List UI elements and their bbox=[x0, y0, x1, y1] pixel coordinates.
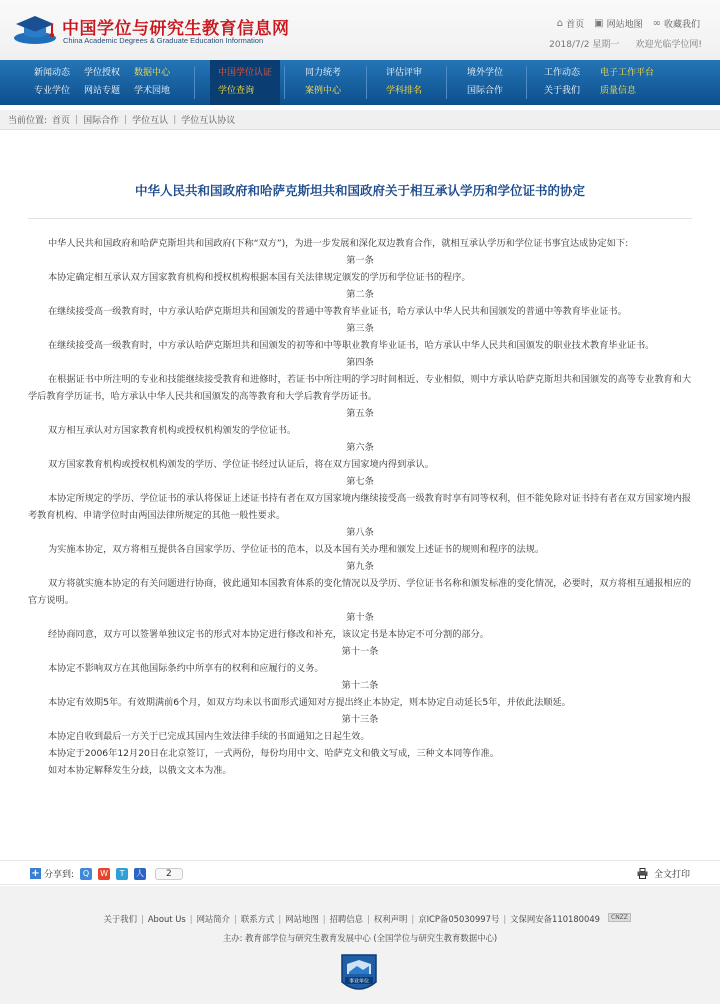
article-heading: 第四条 bbox=[346, 357, 374, 368]
article-heading: 第七条 bbox=[346, 476, 374, 487]
nav-group-5 bbox=[305, 68, 341, 97]
article-paragraph: 双方将就实施本协定的有关问题进行协商，彼此通知本国教育体系的变化情况以及学历、学位证书名称和颁发标准的变化情况，必要时，双方将相互通报相应的官方说明。 bbox=[28, 578, 692, 606]
article-paragraph: 本协定于2006年12月20日在北京签订，一式两份，每份均用中文、哈萨克文和俄文写成，三种文本同等作准。 bbox=[48, 748, 500, 759]
nav-group-4 bbox=[210, 60, 280, 105]
weibo-share-icon[interactable]: W bbox=[98, 868, 110, 880]
nav-item-about-us[interactable]: 关于我们 bbox=[544, 86, 581, 96]
article-heading: 第一条 bbox=[346, 255, 374, 266]
breadcrumb-item[interactable]: 学位互认协议 bbox=[181, 116, 236, 126]
nav-group-3 bbox=[134, 68, 170, 97]
print-label: 全文打印 bbox=[653, 870, 690, 880]
article-paragraph: 本协定不影响双方在其他国际条约中所享有的权利和应履行的义务。 bbox=[48, 663, 324, 674]
footer-link-jobs[interactable]: 招聘信息 bbox=[329, 914, 364, 924]
article-heading: 第二条 bbox=[346, 289, 374, 300]
article-heading: 第十条 bbox=[346, 612, 374, 623]
article-body bbox=[28, 235, 692, 779]
nav-group-6 bbox=[386, 68, 422, 97]
breadcrumb bbox=[0, 110, 720, 130]
sitemap-icon: ▣ bbox=[594, 18, 604, 29]
article-heading: 第九条 bbox=[346, 561, 374, 572]
site-footer bbox=[0, 886, 720, 1004]
breadcrumb-separator: | bbox=[124, 114, 128, 125]
breadcrumb-separator: | bbox=[173, 114, 177, 125]
nav-item-degree-query[interactable]: 学位查询 bbox=[218, 86, 255, 96]
nav-item-quality-info[interactable]: 质量信息 bbox=[600, 86, 637, 96]
article-paragraph: 如对本协定解释发生分歧，以俄文文本为准。 bbox=[48, 765, 232, 776]
footer-sponsor: 主办: 教育部学位与研究生教育发展中心 (全国学位与研究生教育数据中心) bbox=[222, 933, 498, 943]
footer-links bbox=[0, 913, 600, 925]
share-bar bbox=[0, 860, 720, 885]
nav-divider bbox=[366, 66, 367, 99]
breadcrumb-separator: | bbox=[75, 114, 79, 125]
article-paragraph: 本协定有效期5年。有效期满前6个月，如双方均未以书面形式通知对方提出终止本协定，则本协定自动延长5年，并依此法顺延。 bbox=[48, 697, 571, 708]
main-nav bbox=[0, 60, 720, 105]
article-heading: 第十三条 bbox=[341, 714, 379, 725]
footer-security-record[interactable]: 文保网安备110180049 bbox=[510, 914, 600, 924]
current-date: 2018/7/2 星期一 bbox=[549, 40, 620, 50]
plus-icon[interactable]: + bbox=[31, 868, 40, 879]
breadcrumb-item[interactable]: 学位互认 bbox=[132, 116, 169, 126]
article-paragraph: 为实施本协定，双方将相互提供各自国家学历、学位证书的范本，以及本国有关办理和颁发上述证书的规则和程序的法规。 bbox=[48, 544, 545, 555]
article-heading: 第十一条 bbox=[341, 646, 379, 657]
sitemap-link[interactable] bbox=[594, 17, 642, 30]
welcome-text: 欢迎光临学位网! bbox=[635, 40, 702, 50]
site-subtitle: China Academic Degrees & Graduate Education Information bbox=[63, 36, 264, 45]
footer-link-rights[interactable]: 权利声明 bbox=[373, 914, 408, 924]
home-label: 首页 bbox=[566, 20, 585, 30]
nav-divider bbox=[284, 66, 285, 99]
nav-item-discipline-ranking[interactable]: 学科排名 bbox=[386, 86, 423, 96]
footer-separator: | bbox=[367, 914, 370, 924]
article-intro: 中华人民共和国政府和哈萨克斯坦共和国政府(下称“双方”)，为进一步发展和深化双边教育合作，就相互承认学历和学位证书事宜达成协定如下: bbox=[48, 238, 629, 249]
date-line bbox=[549, 37, 702, 50]
top-links bbox=[557, 17, 700, 30]
share-count: 2 bbox=[155, 868, 183, 880]
article-heading: 第六条 bbox=[346, 442, 374, 453]
nav-group-9 bbox=[600, 68, 654, 97]
article-paragraph: 在继续接受高一级教育时，中方承认哈萨克斯坦共和国颁发的普通中等教育毕业证书，哈方承认中华人民共和国颁发的普通中等教育毕业证书。 bbox=[48, 306, 627, 317]
article-heading: 第三条 bbox=[346, 323, 374, 334]
nav-item-evaluation[interactable]: 评估评审 bbox=[386, 68, 423, 78]
home-link[interactable] bbox=[557, 17, 584, 30]
footer-link-contact[interactable]: 联系方式 bbox=[240, 914, 275, 924]
footer-separator: | bbox=[234, 914, 237, 924]
sitemap-label: 网站地图 bbox=[606, 20, 643, 30]
article-paragraph: 本协定确定相互承认双方国家教育机构和授权机构根据本国有关法律规定颁发的学历和学位证书的程序。 bbox=[48, 272, 471, 283]
tencent-weibo-share-icon[interactable]: T bbox=[116, 868, 128, 880]
renren-share-icon[interactable]: 人 bbox=[136, 868, 145, 878]
nav-item-overseas-degree[interactable]: 境外学位 bbox=[467, 68, 504, 78]
footer-icp[interactable]: 京ICP备05030997号 bbox=[418, 914, 500, 924]
title-divider bbox=[28, 218, 692, 219]
nav-group-8 bbox=[544, 68, 580, 97]
article-paragraph: 双方国家教育机构或授权机构颁发的学历、学位证书经过认证后，将在双方国家境内得到承认。 bbox=[48, 459, 434, 470]
footer-separator: | bbox=[140, 914, 144, 924]
nav-item-degree-authorization[interactable]: 学位授权 bbox=[84, 68, 121, 78]
nav-divider bbox=[446, 66, 447, 99]
footer-link-intro[interactable]: 网站简介 bbox=[196, 914, 231, 924]
nav-item-e-platform[interactable]: 电子工作平台 bbox=[600, 68, 655, 78]
footer-link-about-en[interactable]: About Us bbox=[147, 914, 186, 924]
article-paragraph: 双方相互承认对方国家教育机构或授权机构颁发的学位证书。 bbox=[48, 425, 297, 436]
footer-separator: | bbox=[411, 914, 415, 924]
nav-divider bbox=[526, 66, 527, 99]
nav-group-2 bbox=[84, 68, 120, 97]
print-button[interactable] bbox=[637, 867, 690, 880]
nav-item-work-updates[interactable]: 工作动态 bbox=[544, 68, 581, 78]
breadcrumb-label: 当前位置: bbox=[8, 116, 48, 126]
printer-icon bbox=[637, 868, 648, 879]
nav-item-international-cooperation[interactable]: 国际合作 bbox=[467, 86, 504, 96]
breadcrumb-item[interactable]: 国际合作 bbox=[83, 116, 120, 126]
footer-link-sitemap[interactable]: 网站地图 bbox=[285, 914, 319, 924]
nav-group-1 bbox=[34, 68, 70, 97]
site-header bbox=[0, 0, 720, 60]
cnzz-badge[interactable]: CNZZ bbox=[608, 913, 631, 922]
home-icon: ⌂ bbox=[556, 18, 564, 29]
nav-item-case-center[interactable]: 案例中心 bbox=[305, 86, 342, 96]
footer-separator: | bbox=[189, 914, 193, 924]
share-label[interactable]: 分享到: bbox=[44, 870, 75, 880]
nav-item-news[interactable]: 新闻动态 bbox=[34, 68, 71, 78]
link-icon: ∞ bbox=[652, 18, 661, 29]
nav-group-7 bbox=[467, 68, 503, 97]
nav-item-special-topics[interactable]: 网站专题 bbox=[84, 86, 121, 96]
nav-item-professional-degree[interactable]: 专业学位 bbox=[34, 86, 71, 96]
article-paragraph: 经协商同意，双方可以签署单独议定书的形式对本协定进行修改和补充，该议定书是本协定不可分割的部分。 bbox=[48, 629, 489, 640]
site-title[interactable]: 中国学位与研究生教育信息网 bbox=[62, 19, 290, 38]
article-heading: 第五条 bbox=[346, 408, 374, 419]
favorite-label: 收藏我们 bbox=[663, 20, 700, 30]
article-heading: 第十二条 bbox=[341, 680, 379, 691]
nav-item-academic-garden[interactable]: 学术园地 bbox=[134, 86, 171, 96]
share-group bbox=[30, 867, 183, 880]
badge-label: 事业单位 bbox=[348, 978, 370, 985]
footer-separator: | bbox=[322, 914, 326, 924]
public-institution-badge-icon[interactable] bbox=[339, 952, 379, 996]
footer-separator: | bbox=[278, 914, 282, 924]
article-title: 中华人民共和国政府和哈萨克斯坦共和国政府关于相互承认学历和学位证书的协定 bbox=[134, 183, 585, 198]
nav-divider bbox=[194, 66, 195, 99]
nav-item-data-center[interactable]: 数据中心 bbox=[134, 68, 171, 78]
article-paragraph: 在根据证书中所注明的专业和技能继续接受教育和进修时，若证书中所注明的学习时间相近、专业相似，则中方承认哈萨克斯坦共和国颁发的高等专业教育和大学后教育学历证书，哈方承认中华人民共和国颁发的高等教育和大学后教育学历证书。 bbox=[28, 374, 692, 402]
footer-link-about[interactable]: 关于我们 bbox=[103, 914, 137, 924]
article-paragraph: 在继续接受高一级教育时，中方承认哈萨克斯坦共和国颁发的初等和中等职业教育毕业证书，哈方承认中华人民共和国颁发的职业技术教育毕业证书。 bbox=[48, 340, 655, 351]
site-logo-icon[interactable] bbox=[12, 12, 58, 46]
breadcrumb-item[interactable]: 首页 bbox=[52, 116, 71, 126]
nav-item-unified-exam[interactable]: 同力统考 bbox=[305, 68, 342, 78]
qzone-share-icon[interactable]: Q bbox=[80, 868, 92, 880]
footer-separator: | bbox=[503, 914, 507, 924]
article-paragraph: 本协定所规定的学历、学位证书的承认将保证上述证书持有者在双方国家境内继续接受高一级教育时享有同等权利，但不能免除对证书持有者在双方国家境内报考教育机构、申请学位时由两国法律所规定的其他一般性要求。 bbox=[28, 493, 692, 521]
favorite-link[interactable] bbox=[653, 17, 700, 30]
article-heading: 第八条 bbox=[346, 527, 374, 538]
nav-item-degree-certification[interactable]: 中国学位认证 bbox=[218, 68, 273, 78]
article-paragraph: 本协定自收到最后一方关于已完成其国内生效法律手续的书面通知之日起生效。 bbox=[48, 731, 370, 742]
